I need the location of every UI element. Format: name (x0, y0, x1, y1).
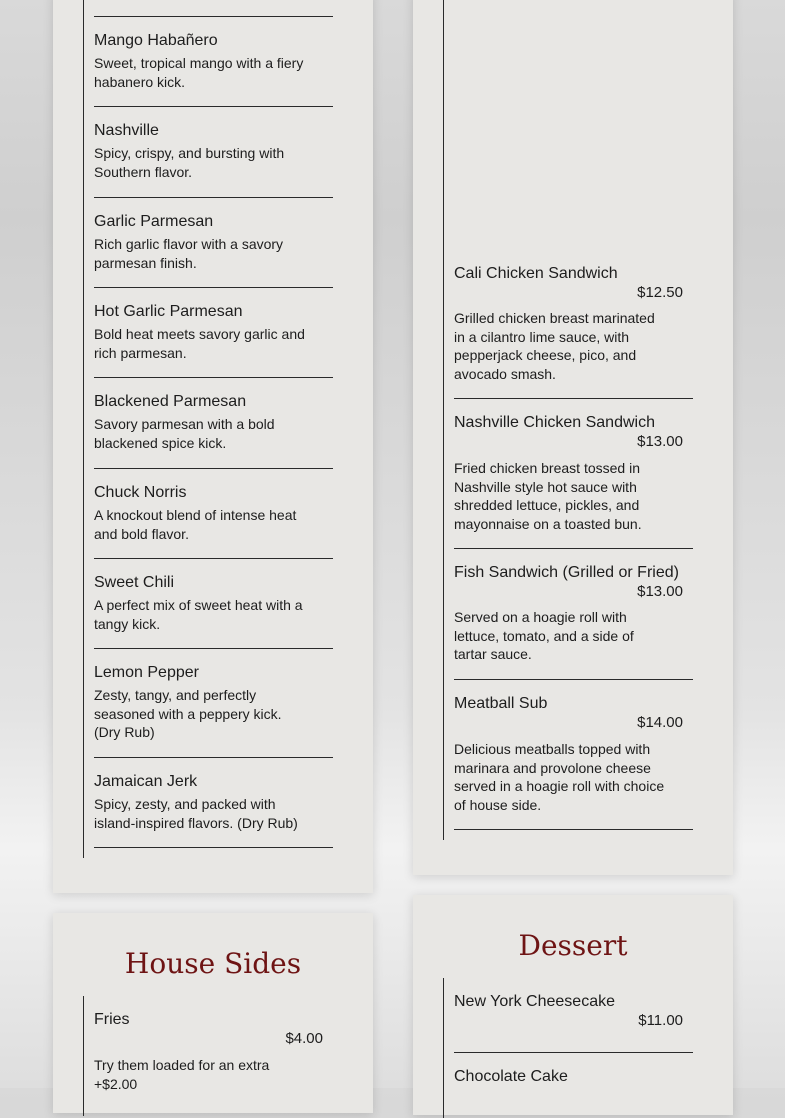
item-description: Spicy, zesty, and packed with island-inspired flavors. (Dry Rub) (94, 796, 298, 831)
item-description: Try them loaded for an extra +$2.00 (94, 1057, 270, 1092)
item-divider (94, 648, 333, 649)
section-title: Dessert (518, 929, 628, 962)
item-description: Served on a hoagie roll with lettuce, tomato, and a side of tartar sauce. (454, 609, 634, 663)
item-divider (94, 468, 333, 469)
item-name: Jamaican Jerk (94, 773, 198, 790)
item-name: Nashville (94, 122, 159, 139)
item-name: Hot Garlic Parmesan (94, 303, 243, 320)
item-name: New York Cheesecake (454, 993, 615, 1010)
item-description: Delicious meatballs topped with marinara and provolone cheese served in a hoagie roll with choice of house side. (454, 741, 665, 814)
item-description: Spicy, crispy, and bursting with Southern flavor. (94, 145, 285, 180)
item-name: Sweet Chili (94, 574, 175, 591)
item-divider (94, 106, 333, 107)
item-name: Lemon Pepper (94, 664, 199, 681)
item-divider (454, 829, 693, 830)
item-divider (454, 398, 693, 399)
item-divider (94, 558, 333, 559)
item-description: Sweet, tropical mango with a fiery habanero kick. (94, 55, 304, 90)
house-sides-card (53, 913, 373, 1113)
sandwiches-rail (443, 0, 444, 840)
item-price: $13.00 (637, 433, 683, 450)
item-description: Savory parmesan with a bold blackened spice kick. (94, 416, 275, 451)
section-title: House Sides (124, 947, 302, 980)
item-description: Fried chicken breast tossed in Nashville style hot sauce with shredded lettuce, pickles, and mayonnaise on a toasted bun. (454, 460, 642, 533)
item-name: Cali Chicken Sandwich (454, 265, 618, 282)
item-divider (454, 1052, 693, 1053)
item-name: Chocolate Cake (454, 1068, 568, 1085)
item-description: A knockout blend of intense heat and bold flavor. (94, 507, 297, 542)
item-name: Nashville Chicken Sandwich (454, 414, 655, 431)
item-name: Meatball Sub (454, 695, 548, 712)
item-price: $14.00 (637, 714, 683, 731)
item-divider (454, 679, 693, 680)
item-description: Grilled chicken breast marinated in a cilantro lime sauce, with pepperjack cheese, pico, and avocado smash. (454, 310, 655, 383)
house-sides-rail (83, 996, 84, 1116)
item-divider (94, 757, 333, 758)
item-divider (94, 197, 333, 198)
item-price: $12.50 (637, 284, 683, 301)
item-divider (94, 16, 333, 17)
item-description: Bold heat meets savory garlic and rich parmesan. (94, 326, 305, 361)
item-description: A perfect mix of sweet heat with a tangy kick. (94, 597, 303, 632)
item-price: $4.00 (285, 1030, 323, 1047)
flavors-card (53, 0, 373, 893)
item-price: $11.00 (638, 1012, 683, 1029)
item-name: Mango Habañero (94, 32, 218, 49)
item-name: Chuck Norris (94, 484, 187, 501)
flavors-rail (83, 0, 84, 858)
item-price: $13.00 (637, 583, 683, 600)
item-name: Blackened Parmesan (94, 393, 247, 410)
item-divider (94, 377, 333, 378)
item-divider (94, 287, 333, 288)
item-description: Rich garlic flavor with a savory parmesan finish. (94, 236, 284, 271)
item-name: Fries (94, 1011, 130, 1028)
dessert-rail (443, 978, 444, 1118)
item-description: Zesty, tangy, and perfectly seasoned with a peppery kick. (Dry Rub) (94, 687, 282, 741)
sandwiches-card (413, 0, 733, 875)
item-divider (454, 548, 693, 549)
item-divider (94, 847, 333, 848)
item-name: Fish Sandwich (Grilled or Fried) (454, 564, 679, 581)
dessert-card (413, 895, 733, 1115)
item-name: Garlic Parmesan (94, 213, 214, 230)
